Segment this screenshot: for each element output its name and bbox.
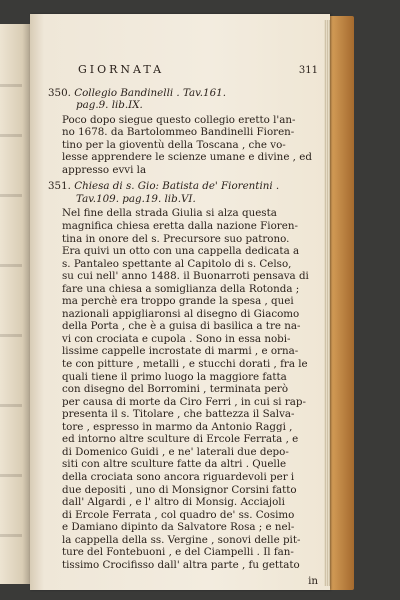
body-line: tina in onore del s. Precursore suo patrono. [62, 232, 290, 245]
body-line: lissime cappelle incrostate di marmi , e orna- [62, 345, 299, 358]
entry-351 [48, 180, 318, 571]
body-line: no 1678. da Bartolommeo Bandinelli Fioren- [62, 126, 295, 139]
body-line: s. Pantaleo spettante al Capitolo di s. Celso, [62, 257, 292, 270]
body-line: te con pitture , metalli , e stucchi dorati , fra le [62, 358, 308, 371]
body-line: e Damiano dipinto da Salvatore Rosa ; e nel- [62, 521, 295, 534]
entry-heading [48, 180, 318, 205]
body-line: tore , espresso in marmo da Antonio Raggi , [62, 420, 293, 433]
running-head-title: GIORNATA [78, 63, 165, 76]
body-line: ma perchè era troppo grande la spesa , quei [62, 295, 294, 308]
catchword: in [308, 575, 318, 588]
body-line: ed intorno altre sculture di Ercole Ferrata , e [62, 433, 299, 446]
body-line: vi con crociata e cupola . Sono in essa nobi- [62, 332, 291, 345]
body-line: siti con altre sculture fatte da altri . Quelle [62, 458, 287, 471]
body-line: la cappella della ss. Vergine , sonovi delle pit- [62, 533, 301, 546]
heading-line: Chiesa di s. Gio: Batista de' Fiorentini . [74, 180, 280, 193]
body-line: presenta il s. Titolare , che battezza il Salva- [62, 408, 295, 421]
body-line: con disegno del Borromini , terminata però [62, 383, 289, 396]
body-line: dall' Algardi , e l' altro di Monsig. Acciajoli [62, 496, 285, 509]
left-page-edge [0, 24, 32, 584]
body-line: per causa di morte da Ciro Ferri , in cui si rap- [62, 395, 307, 408]
body-line: fare una chiesa a somiglianza della Rotonda ; [62, 282, 300, 295]
body-line: tino per la gioventù della Toscana , che vo- [62, 138, 286, 151]
body-line: Nel fine della strada Giulia si alza questa [62, 207, 277, 220]
body-line: di Ercole Ferrata , col quadro de' ss. Cosimo [62, 508, 295, 521]
body-line: della crociata sono ancora riguardevoli per i [62, 470, 295, 483]
entry-350 [48, 87, 318, 177]
body-line: su cui nell' anno 1488. il Buonarroti pensava di [62, 270, 309, 283]
body-line: lesse apprendere le scienze umane e divine , ed [62, 151, 312, 164]
body-line: tissimo Crocifisso dall' altra parte , fu gettato [62, 558, 300, 571]
body-line: quali tiene il primo luogo la maggiore fatta [62, 370, 287, 383]
body-line: magnifica chiesa eretta dalla nazione Fioren- [62, 220, 298, 233]
body-line: due depositi , uno di Monsignor Corsini fatto [62, 483, 297, 496]
page-block-edge [324, 20, 330, 586]
entry-body [48, 207, 318, 571]
entry-body [48, 114, 318, 177]
heading-line: Collegio Bandinelli . Tav.161. [74, 86, 226, 99]
page-text [48, 64, 318, 588]
heading-line: pag.9. lib.IX. [76, 99, 143, 112]
body-line: Poco dopo siegue questo collegio eretto l'an- [62, 113, 296, 126]
body-line: di Domenico Guidi , e ne' laterali due depo- [62, 445, 289, 458]
heading-line: Tav.109. pag.19. lib.VI. [76, 192, 196, 205]
body-line: della Porta , che è a guisa di basilica a tre na- [62, 320, 301, 333]
body-line: nazionali appigliaronsi al disegno di Giacomo [62, 307, 300, 320]
body-line: ture del Fontebuoni , e del Ciampelli . Il fan- [62, 546, 294, 559]
running-head [78, 64, 318, 78]
body-line: appresso evvi la [62, 163, 147, 176]
page-number: 311 [298, 65, 318, 76]
body-line: Era quivi un otto con una cappella dedicata a [62, 245, 300, 258]
entry-number: 351. [48, 180, 71, 193]
entry-number: 350. [48, 86, 71, 99]
entry-heading [48, 87, 318, 112]
